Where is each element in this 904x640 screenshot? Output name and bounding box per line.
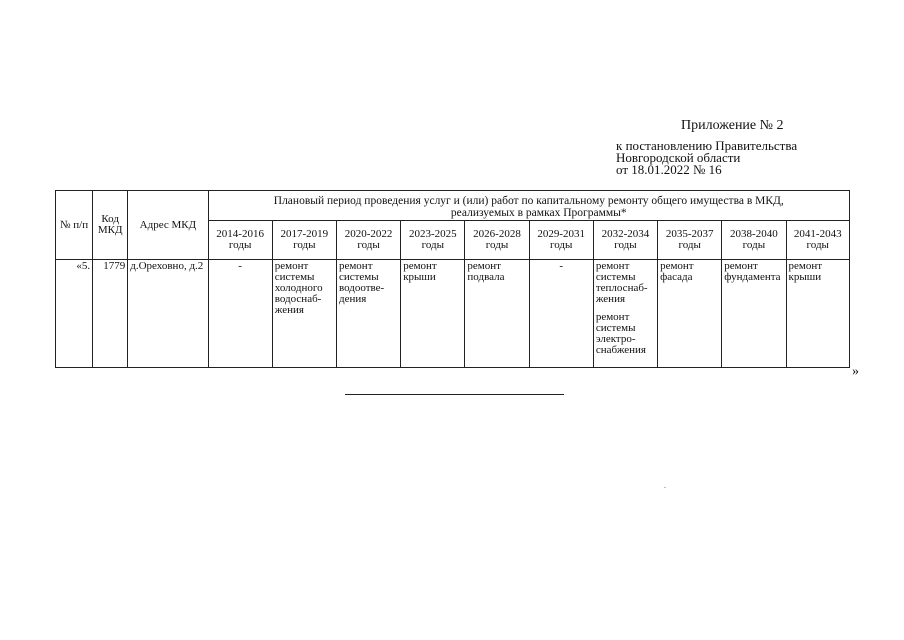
- cell-work: ремонт подвала: [465, 260, 529, 368]
- header-address: Адрес МКД: [128, 191, 208, 260]
- plan-title-line: Плановый период проведения услуг и (или) работ по капитальному ремонту общего имущества в МКД,: [273, 195, 784, 207]
- period-header: 2038-2040 годы: [722, 221, 786, 260]
- cell-num: «5.: [56, 260, 93, 368]
- cell-work: ремонт системы водоотве-дения: [336, 260, 400, 368]
- period-header: 2026-2028 годы: [465, 221, 529, 260]
- resolution-line: к постановлению Правительства: [616, 138, 798, 153]
- date-number-line: от 18.01.2022 № 16: [616, 162, 722, 177]
- plan-title-line: реализуемых в рамках Программы*: [450, 207, 627, 219]
- header-plan-period: [208, 191, 849, 221]
- closing-quote: »: [852, 364, 859, 379]
- cell-work: ремонт фундамента: [722, 260, 786, 368]
- cell-work: ремонт крыши: [786, 260, 850, 368]
- cell-work: -: [208, 260, 272, 368]
- cell-work: ремонт системы холодного водоснаб-жения: [272, 260, 336, 368]
- separator-line: [345, 394, 564, 395]
- cell-work: ремонт фасада: [658, 260, 722, 368]
- period-header: 2029-2031 годы: [529, 221, 593, 260]
- cell-work: ремонт крыши: [401, 260, 465, 368]
- cell-work: -: [529, 260, 593, 368]
- period-header: 2020-2022 годы: [336, 221, 400, 260]
- header-code: Код МКД: [93, 191, 128, 260]
- cell-address: д.Ореховно, д.2: [128, 260, 208, 368]
- work-item: ремонт системы электро-снабжения: [595, 311, 646, 356]
- repair-plan-table: [55, 190, 850, 368]
- cell-work-2032: [593, 260, 657, 368]
- period-header: 2035-2037 годы: [658, 221, 722, 260]
- period-header: 2041-2043 годы: [786, 221, 850, 260]
- work-item: ремонт системы теплоснаб-жения: [595, 260, 648, 305]
- scan-speck: [664, 487, 666, 488]
- cell-code: 1779: [93, 260, 128, 368]
- header-num: № п/п: [56, 191, 93, 260]
- period-header: 2017-2019 годы: [272, 221, 336, 260]
- period-header: 2014-2016 годы: [208, 221, 272, 260]
- appendix-title: Приложение № 2: [681, 118, 784, 133]
- period-header: 2032-2034 годы: [593, 221, 657, 260]
- table-row: [56, 260, 850, 368]
- region-line: Новгородской области: [616, 150, 741, 165]
- period-header: 2023-2025 годы: [401, 221, 465, 260]
